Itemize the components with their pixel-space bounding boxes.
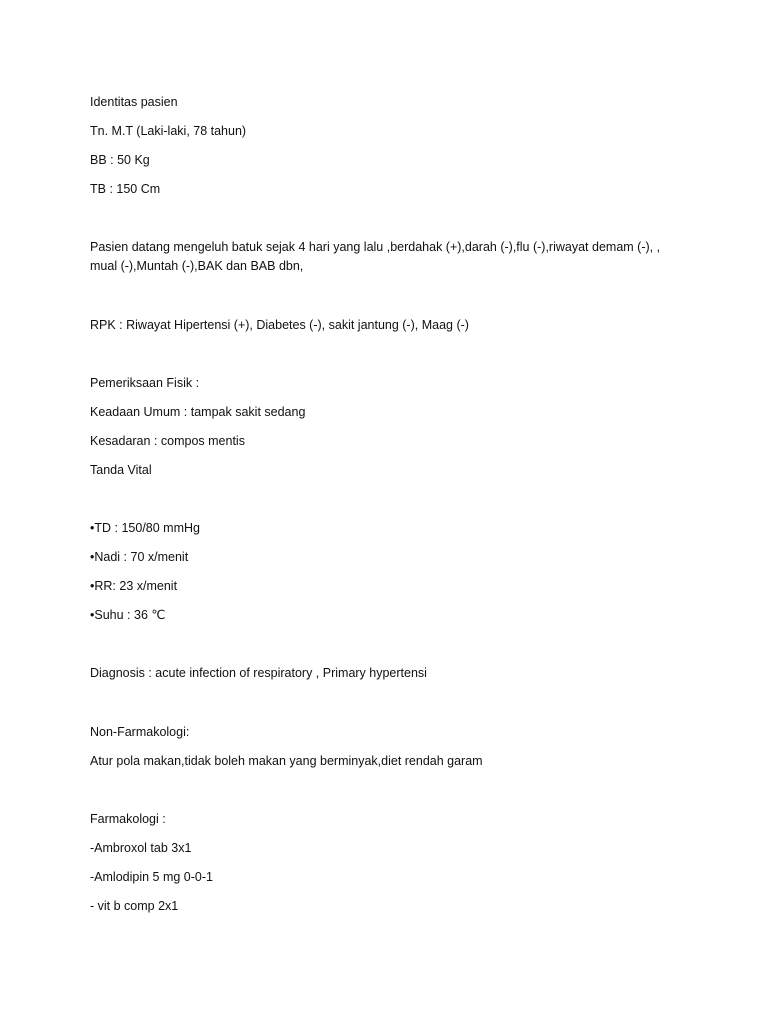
diagnosis: Diagnosis : acute infection of respiratory , Primary hypertensi bbox=[90, 666, 427, 680]
non-pharma-heading: Non-Farmakologi: bbox=[90, 725, 190, 739]
consciousness: Kesadaran : compos mentis bbox=[90, 434, 245, 448]
exam-heading: Pemeriksaan Fisik : bbox=[90, 376, 200, 390]
vital-pulse: •Nadi : 70 x/menit bbox=[90, 550, 189, 564]
non-pharma-text: Atur pola makan,tidak boleh makan yang berminyak,diet rendah garam bbox=[90, 754, 483, 768]
vital-temperature: •Suhu : 36 ℃ bbox=[90, 608, 166, 622]
drug-item: - vit b comp 2x1 bbox=[90, 899, 179, 913]
drug-item: -Ambroxol tab 3x1 bbox=[90, 841, 192, 855]
vitals-heading: Tanda Vital bbox=[90, 463, 152, 477]
body-height: TB : 150 Cm bbox=[90, 182, 161, 196]
identity-heading: Identitas pasien bbox=[90, 95, 178, 109]
general-condition: Keadaan Umum : tampak sakit sedang bbox=[90, 405, 306, 419]
vital-respiration: •RR: 23 x/menit bbox=[90, 579, 178, 593]
pharma-heading: Farmakologi : bbox=[90, 812, 166, 826]
vital-blood-pressure: •TD : 150/80 mmHg bbox=[90, 521, 200, 535]
body-weight: BB : 50 Kg bbox=[90, 153, 150, 167]
chief-complaint: Pasien datang mengeluh batuk sejak 4 hari yang lalu ,berdahak (+),darah (-),flu (-),riwayat demam (-), , mual (-),Muntah (-),BAK dan BAB dbn, bbox=[90, 240, 661, 273]
medical-history: RPK : Riwayat Hipertensi (+), Diabetes (-), sakit jantung (-), Maag (-) bbox=[90, 318, 469, 332]
patient-name: Tn. M.T (Laki-laki, 78 tahun) bbox=[90, 124, 247, 138]
drug-item: -Amlodipin 5 mg 0-0-1 bbox=[90, 870, 213, 884]
